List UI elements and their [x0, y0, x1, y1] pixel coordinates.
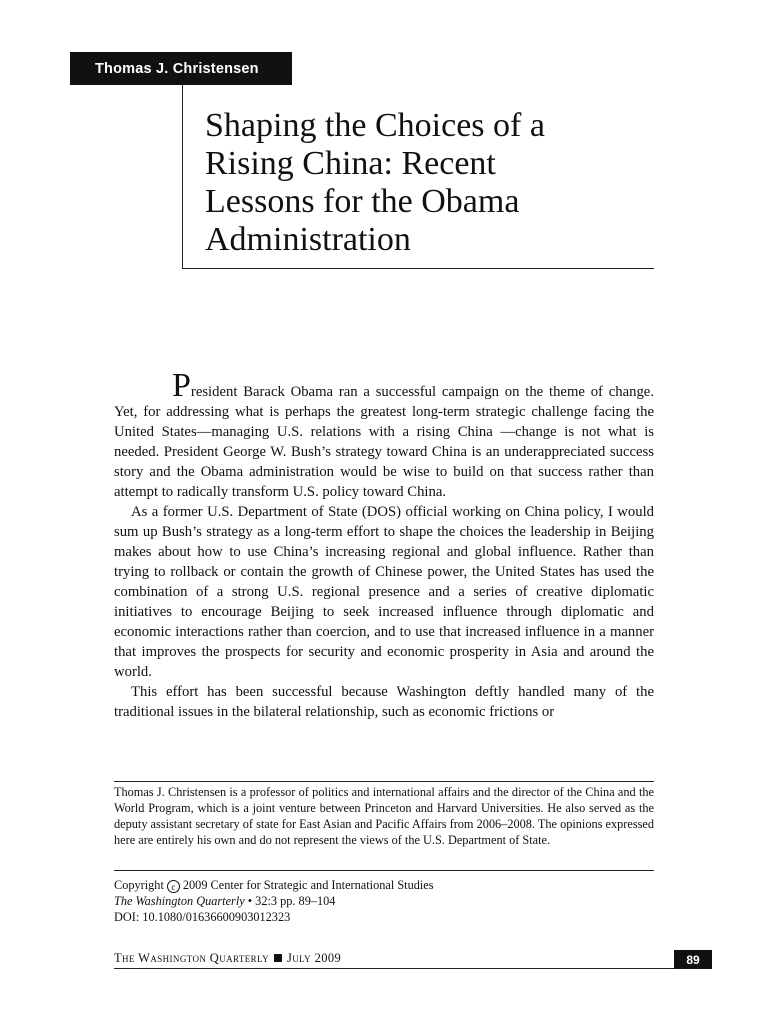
copyright-line [114, 877, 654, 893]
title-frame-vertical-rule [182, 85, 183, 269]
page-number: 89 [674, 950, 712, 969]
drop-cap: P [172, 367, 191, 404]
paragraph-1-text: resident Barack Obama ran a successful campaign on the theme of change. Yet, for addressing what is perhaps the greatest long-term strategic challenge facing the United States—managing U.S. relations with a rising China —change is not what is needed. President George W. Bush’s strategy toward China is an underappreciated success story and the Obama administration would be wise to build on that success rather than attempt to radically transform U.S. policy toward China. [114, 384, 654, 500]
footnote-divider [114, 781, 654, 782]
footer-journal: The Washington Quarterly [114, 951, 269, 965]
paragraph-2: As a former U.S. Department of State (DOS) official working on China policy, I would sum up Bush’s strategy as a long-term effort to shape the choices the leadership in Beijing makes about how to use China’s increasing regional and global influence. Rather than trying to rollback or contain the growth of Chinese power, the United States has used the combination of a strong U.S. regional presence and a series of creative diplomatic initiatives to encourage Beijing to seek increased influence through diplomatic and economic interactions rather than coercion, and to use that increased influence in a manner that improves the prospects for security and economic prosperity in Asia and around the world. [114, 504, 654, 680]
citation-issue: • 32:3 pp. 89–104 [244, 894, 336, 908]
article-body [114, 367, 654, 722]
citation-journal: The Washington Quarterly [114, 894, 245, 908]
doi-line: DOI: 10.1080/01636600903012323 [114, 910, 291, 924]
copyright-holder: 2009 Center for Strategic and International Studies [182, 878, 434, 892]
copyright-symbol-icon: c [167, 880, 180, 893]
author-name: Thomas J. Christensen [95, 61, 259, 77]
square-bullet-icon [274, 954, 282, 962]
author-footnote: Thomas J. Christensen is a professor of politics and international affairs and the director of the China and the World Program, which is a joint venture between Princeton and Harvard Universities. He also served as the deputy assistant secretary of state for East Asian and Pacific Affairs from 2006–2008. The opinions expressed here are entirely his own and do not represent the views of the U.S. Department of State. [114, 785, 654, 847]
title-line-3: Lessons for the Obama [205, 183, 520, 220]
running-footer [114, 951, 341, 966]
title-line-2: Rising China: Recent [205, 145, 496, 182]
title-line-1: Shaping the Choices of a [205, 107, 545, 144]
title-frame-horizontal-rule [182, 268, 654, 269]
copyright-block [114, 877, 654, 925]
article-title [205, 107, 635, 259]
copyright-divider [114, 870, 654, 871]
footer-rule [114, 968, 712, 969]
paragraph-3: This effort has been successful because Washington deftly handled many of the traditional issues in the bilateral relationship, such as economic frictions or [114, 684, 654, 720]
footer-date: July 2009 [286, 951, 342, 965]
citation-line [114, 893, 654, 909]
author-name-banner [70, 52, 292, 85]
title-line-4: Administration [205, 221, 411, 258]
copyright-prefix: Copyright [114, 878, 164, 892]
paragraph-1 [114, 367, 654, 502]
